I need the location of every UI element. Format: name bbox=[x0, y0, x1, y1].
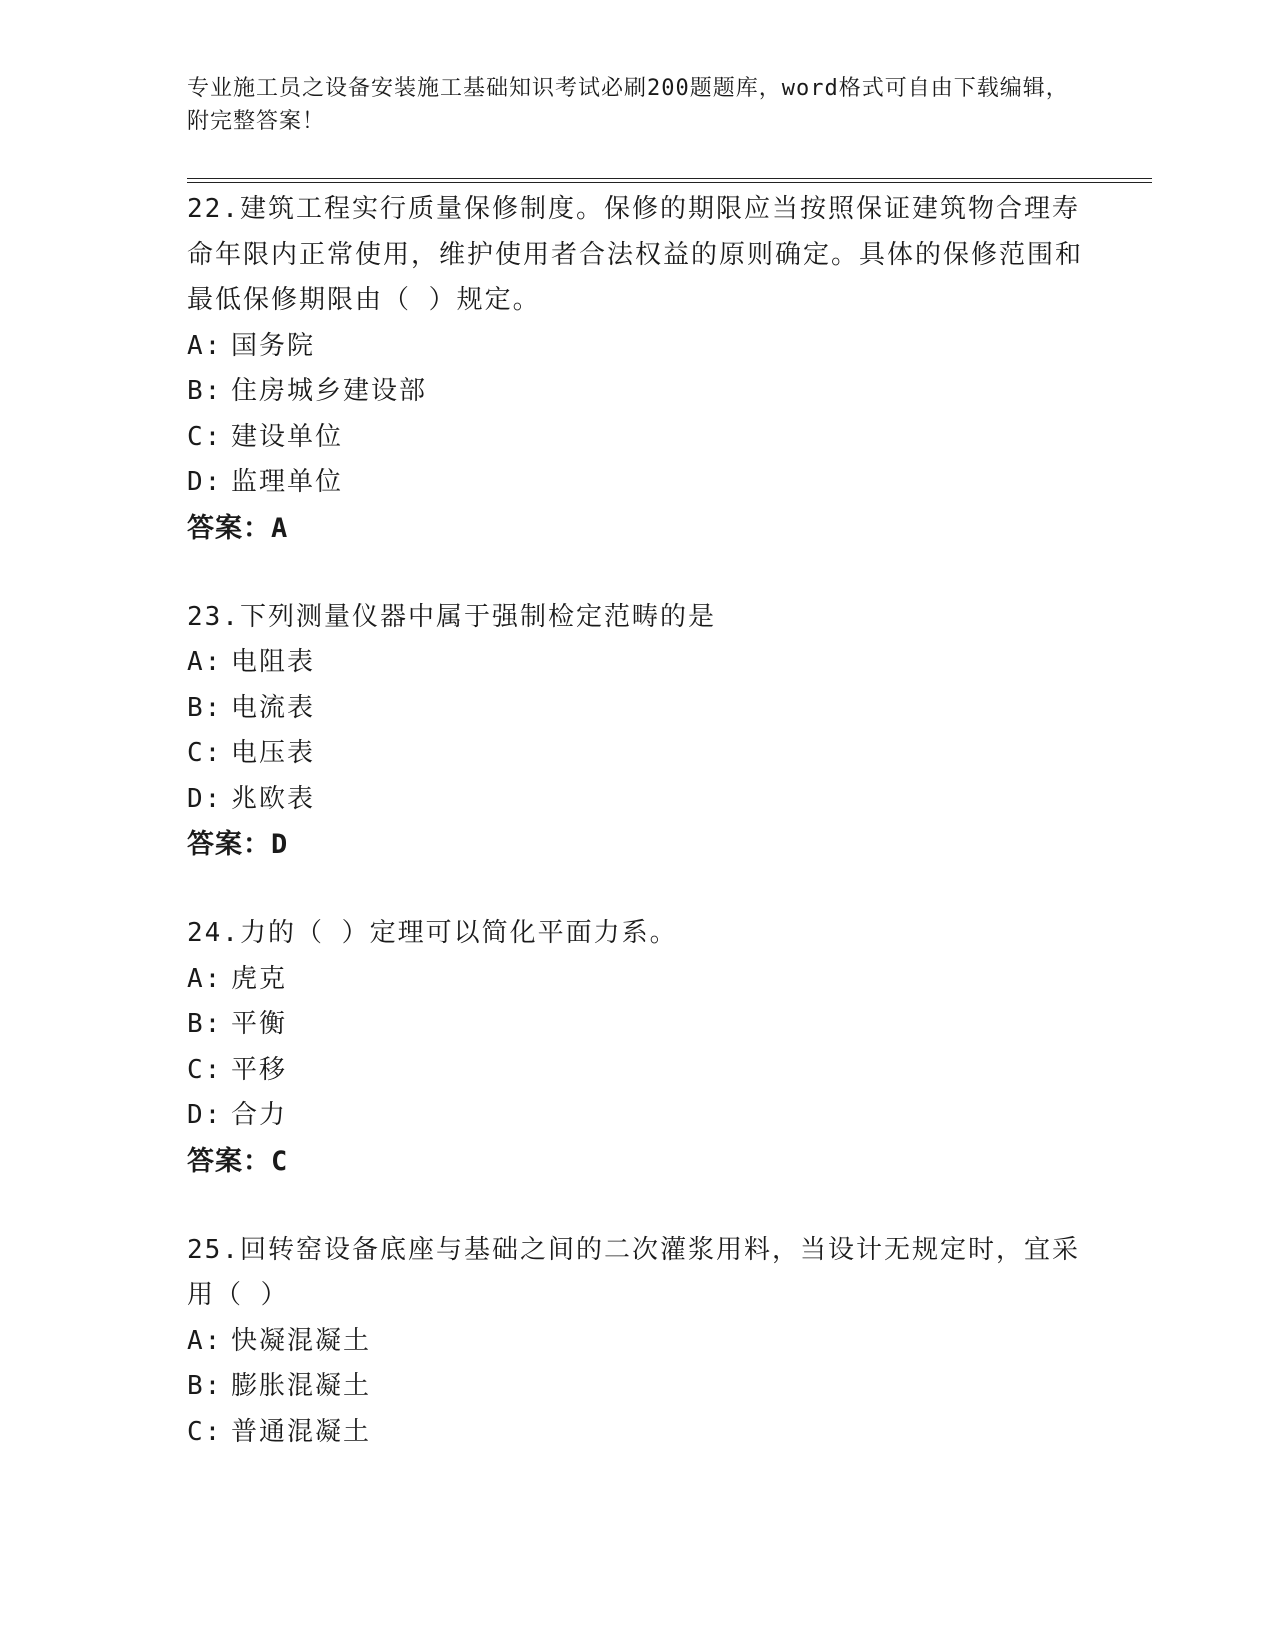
option-b bbox=[187, 369, 1087, 415]
question-item bbox=[187, 1228, 1087, 1456]
option-text: 平衡 bbox=[231, 1009, 288, 1039]
option-letter: B: bbox=[187, 376, 223, 406]
option-b bbox=[187, 686, 1087, 732]
document-header: 专业施工员之设备安装施工基础知识考试必刷200题题库，word格式可自由下载编辑，附完整答案！ bbox=[187, 76, 1069, 134]
option-text: 虎克 bbox=[231, 963, 288, 994]
question-list bbox=[187, 187, 1087, 1499]
option-d bbox=[187, 1093, 1087, 1139]
option-letter: C: bbox=[187, 738, 223, 768]
option-text: 建设单位 bbox=[231, 421, 344, 452]
option-letter: D: bbox=[187, 467, 223, 497]
question-text: 22.建筑工程实行质量保修制度。保修的期限应当按照保证建筑物合理寿命年限内正常使用，维护使用者合法权益的原则确定。具体的保修范围和最低保修期限由（ ）规定。 bbox=[187, 194, 1084, 315]
option-letter: D: bbox=[187, 783, 223, 814]
answer-label: 答案：D bbox=[187, 829, 289, 860]
answer-label: 答案：A bbox=[187, 512, 289, 544]
option-c bbox=[187, 415, 1087, 461]
option-letter: C: bbox=[187, 421, 223, 452]
option-text: 电压表 bbox=[231, 738, 316, 768]
option-letter: C: bbox=[187, 1054, 223, 1085]
option-text: 住房城乡建设部 bbox=[231, 376, 428, 406]
option-c bbox=[187, 731, 1087, 777]
option-text: 普通混凝土 bbox=[231, 1416, 372, 1447]
option-a bbox=[187, 640, 1087, 686]
option-text: 兆欧表 bbox=[231, 783, 316, 814]
option-text: 电流表 bbox=[231, 692, 316, 723]
option-text: 平移 bbox=[231, 1054, 288, 1085]
option-text: 合力 bbox=[231, 1100, 288, 1130]
option-d bbox=[187, 460, 1087, 506]
option-c bbox=[187, 1048, 1087, 1094]
question-item bbox=[187, 187, 1087, 551]
option-letter: B: bbox=[187, 692, 223, 723]
answer-label: 答案：C bbox=[187, 1145, 289, 1177]
option-letter: B: bbox=[187, 1009, 223, 1039]
option-letter: C: bbox=[187, 1416, 223, 1447]
option-a bbox=[187, 957, 1087, 1003]
option-letter: D: bbox=[187, 1100, 223, 1130]
option-text: 监理单位 bbox=[231, 467, 344, 497]
option-d bbox=[187, 777, 1087, 823]
option-c bbox=[187, 1410, 1087, 1456]
header-divider-top bbox=[187, 178, 1152, 179]
option-letter: B: bbox=[187, 1371, 223, 1401]
question-text: 24.力的（ ）定理可以简化平面力系。 bbox=[187, 918, 678, 948]
question-text: 23.下列测量仪器中属于强制检定范畴的是 bbox=[187, 601, 716, 632]
option-letter: A: bbox=[187, 1325, 223, 1356]
option-letter: A: bbox=[187, 963, 223, 994]
option-text: 膨胀混凝土 bbox=[231, 1371, 372, 1401]
option-b bbox=[187, 1364, 1087, 1410]
option-b bbox=[187, 1002, 1087, 1048]
header-divider-bottom bbox=[187, 182, 1152, 183]
option-a bbox=[187, 1319, 1087, 1365]
option-letter: A: bbox=[187, 330, 223, 361]
option-a bbox=[187, 324, 1087, 370]
question-text: 25.回转窑设备底座与基础之间的二次灌浆用料，当设计无规定时，宜采用（ ） bbox=[187, 1234, 1080, 1310]
option-text: 电阻表 bbox=[231, 647, 316, 677]
option-text: 快凝混凝土 bbox=[231, 1325, 372, 1356]
question-item bbox=[187, 911, 1087, 1184]
option-text: 国务院 bbox=[231, 330, 316, 361]
question-item bbox=[187, 595, 1087, 868]
option-letter: A: bbox=[187, 647, 223, 677]
